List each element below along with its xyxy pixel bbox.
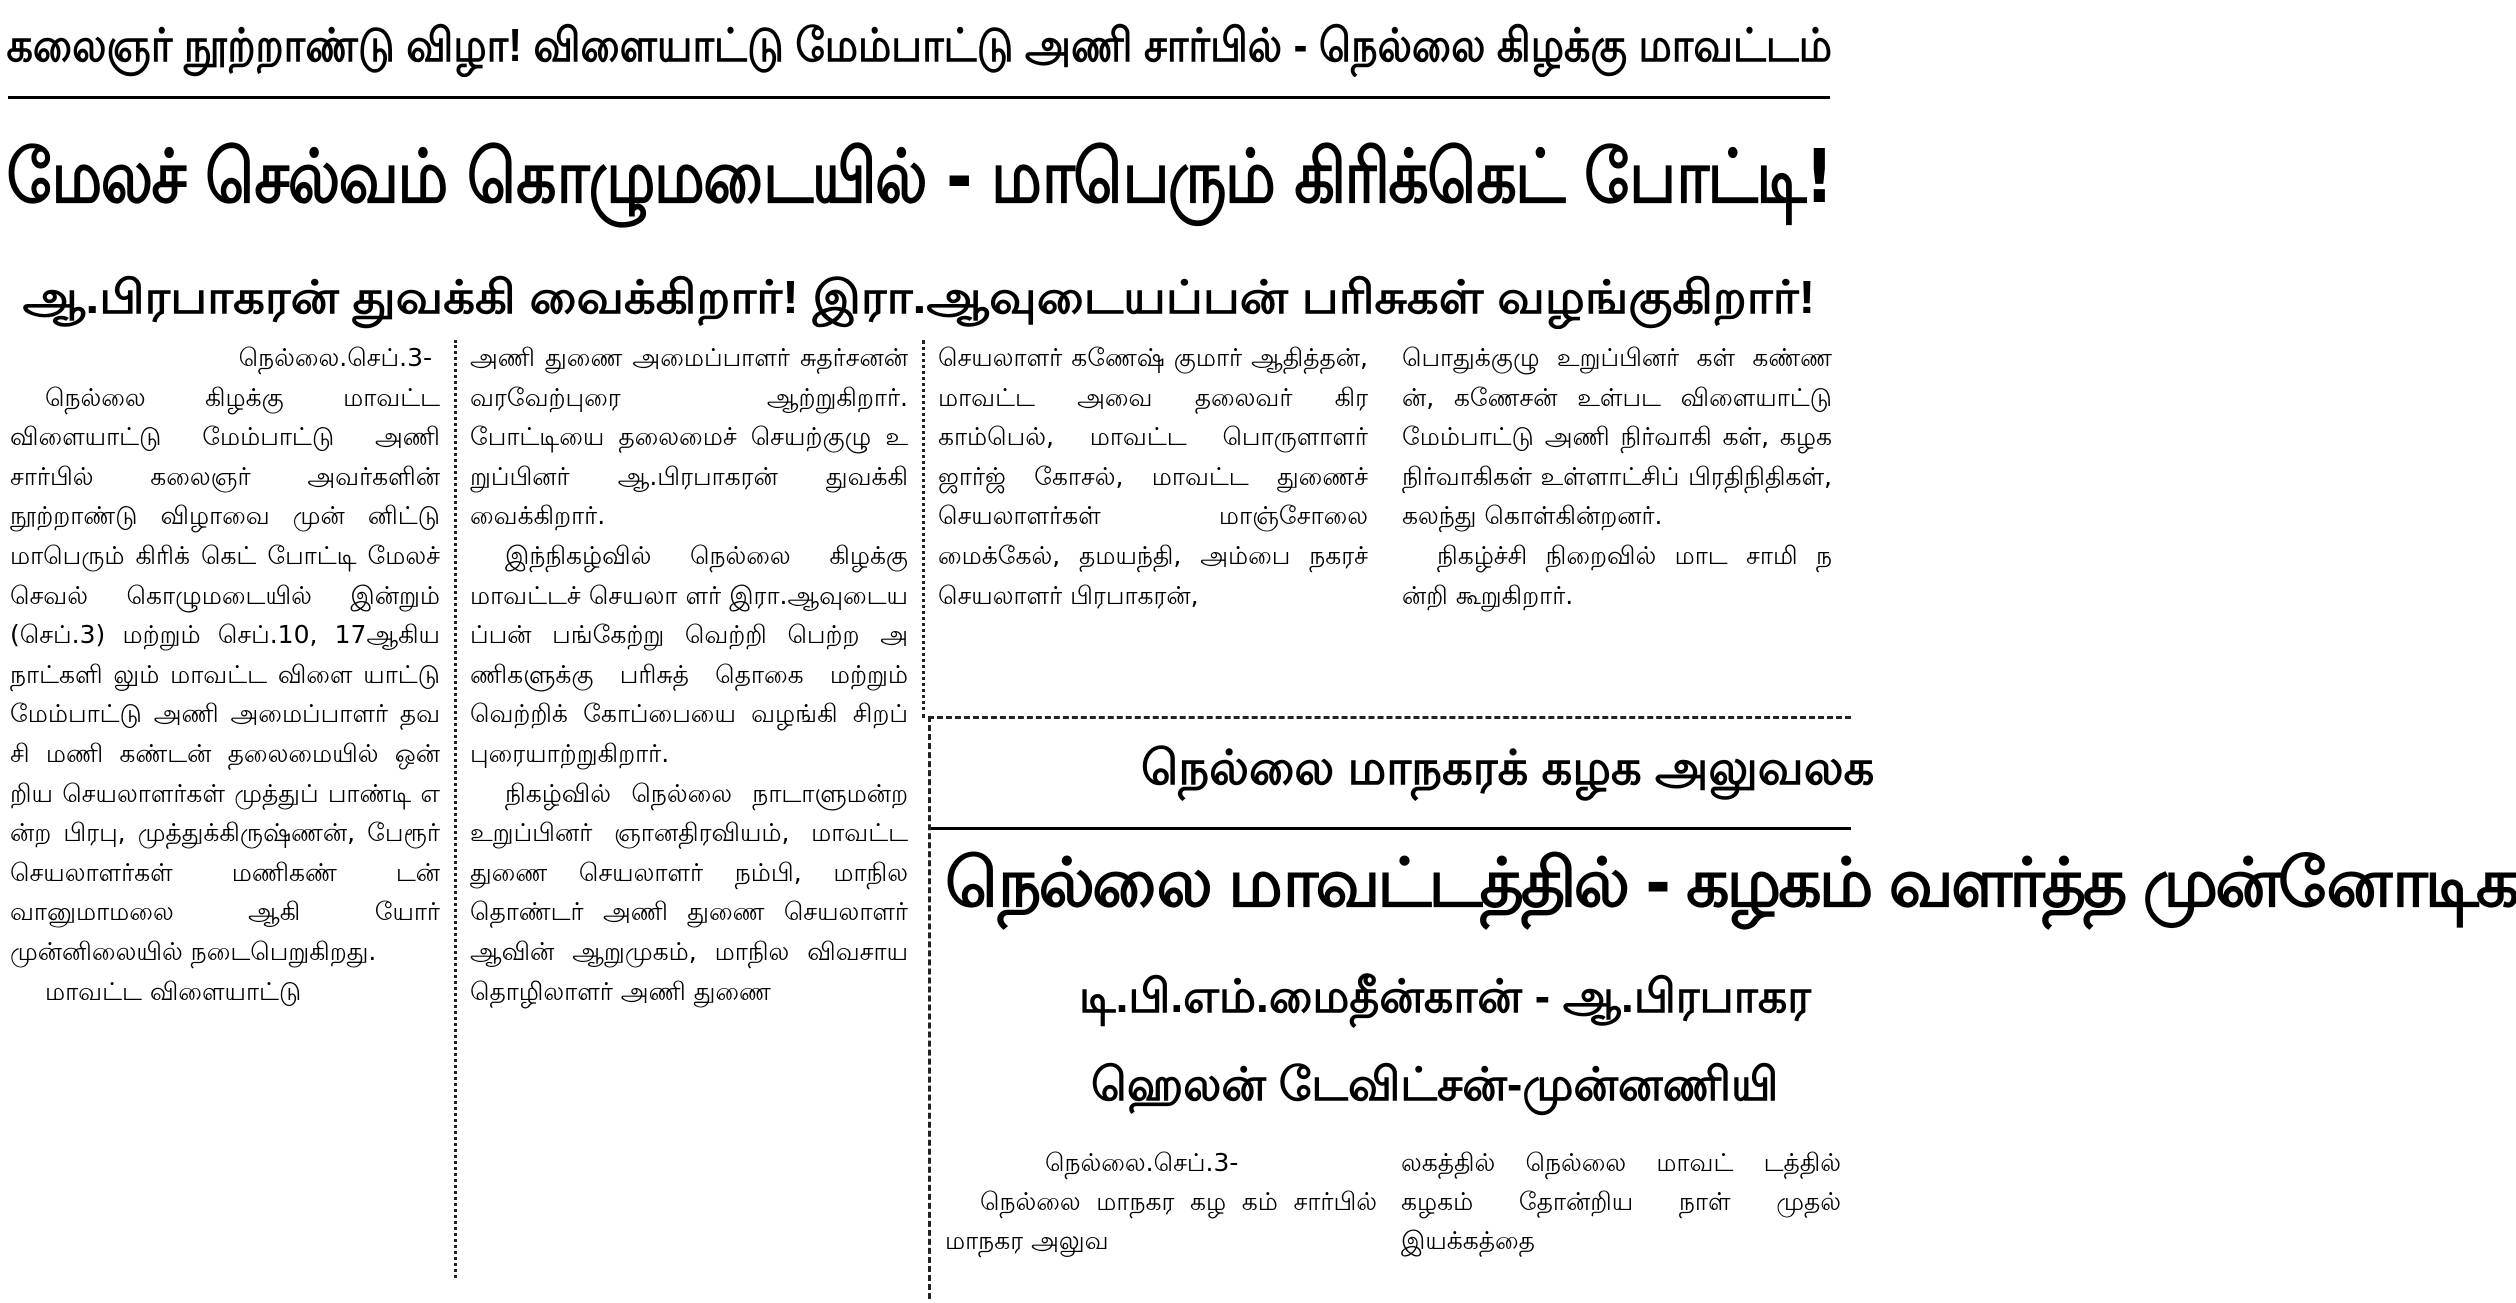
article-subhead: ஆ.பிரபாகரன் துவக்கி வைக்கிறார்! இரா.ஆவுடையப்பன் பரிசுகள் வழங்குகிறார்! bbox=[22, 270, 1816, 323]
column-divider bbox=[922, 340, 925, 718]
paragraph: இந்நிகழ்வில் நெல்லை கிழக்கு மாவட்டச் செயலா ளர் இரா.ஆவுடையப்பன் பங்கேற்று வெற்றி பெற்ற அணிகளுக்கு பரிசுத் தொகை மற்றும் வெற்றிக் கோப்பையை வழங்கி சிறப் புரையாற்றுகிறார். bbox=[470, 540, 908, 768]
second-article-column-1 bbox=[945, 1143, 1377, 1303]
paragraph: பொதுக்குழு உறுப்பினர் கள் கண்ணன், கணேசன் உள்பட விளையாட்டு மேம்பாட்டு அணி நிர்வாகி கள், கழக நிர்வாகிகள் உள்ளாட்சிப் பிரதிநிதிகள், கலந்து கொள்கின்றனர். bbox=[1402, 343, 1832, 531]
paragraph: நிகழ்வில் நெல்லை நாடாளுமன்ற உறுப்பினர் ஞானதிரவியம், மாவட்ட துணை செயலாளர் நம்பி, மாநில தொண்டர் அணி துணை செயலாளர் ஆவின் ஆறுமுகம், மாநில விவசாய தொழிலாளர் அணி துணை bbox=[470, 778, 908, 1006]
paragraph: அணி துணை அமைப்பாளர் சுதர்சனன் வரவேற்புரை ஆற்றுகிறார். போட்டியை தலைமைச் செயற்குழு உறுப்பினர் ஆ.பிரபாகரன் துவக்கி வைக்கிறார். bbox=[470, 343, 908, 531]
paragraph: மாவட்ட விளையாட்டு bbox=[45, 976, 302, 1006]
article-kicker: கலைஞர் நூற்றாண்டு விழா! விளையாட்டு மேம்பாட்டு அணி சார்பில் - நெல்லை கிழக்கு மாவட்டம் bbox=[6, 18, 1832, 71]
column-divider bbox=[454, 340, 457, 1278]
paragraph: லகத்தில் நெல்லை மாவட் டத்தில் கழகம் தோன்றிய நாள் முதல் இயக்கத்தை bbox=[1401, 1148, 1841, 1255]
second-article-headline: நெல்லை மாவட்டத்தில் - கழகம் வளர்த்த முன்னோடிக bbox=[945, 844, 2516, 923]
paragraph: செயலாளர் கணேஷ் குமார் ஆதித்தன், மாவட்ட அவை தலைவர் கிரகாம்பெல், மாவட்ட பொருளாளர் ஜார்ஜ் கோசல், மாவட்ட துணைச் செயலாளர்கள் மாஞ்சோலை மைக்கேல், தமயந்தி, அம்பை நகரச் செயலாளர் பிரபாகரன், bbox=[938, 343, 1368, 610]
article-column-3 bbox=[938, 338, 1368, 708]
paragraph: நெல்லை மாநகர கழ கம் சார்பில் மாநகர அலுவ bbox=[945, 1187, 1377, 1255]
dateline: நெல்லை.செப்.3- bbox=[1045, 1148, 1239, 1177]
dateline: நெல்லை.செப்.3- bbox=[238, 343, 432, 372]
article-headline: மேலச் செல்வம் கொழுமடையில் - மாபெரும் கிரிக்கெட் போட்டி! bbox=[6, 134, 1832, 220]
second-article-box bbox=[928, 716, 2516, 1299]
article-column-2 bbox=[470, 338, 908, 1278]
second-article-subhead-1: டி.பி.எம்.மைதீன்கான் - ஆ.பிரபாகர bbox=[1079, 970, 1812, 1022]
kicker-divider bbox=[8, 96, 1830, 99]
title-divider bbox=[931, 827, 1851, 830]
paragraph: நிகழ்ச்சி நிறைவில் மாட சாமி நன்றி கூறுகிறார். bbox=[1402, 540, 1832, 610]
article-column-4 bbox=[1402, 338, 1832, 708]
paragraph: நெல்லை கிழக்கு மாவட்ட விளையாட்டு மேம்பாட்டு அணி சார்பில் கலைஞர் அவர்களின் நூற்றாண்டு விழாவை முன் னிட்டு மாபெரும் கிரிக் கெட் போட்டி மேலச் செவல் கொழுமடையில் இன்றும் (செப்.3) மற்றும் செப்.10, 17ஆகிய நாட்களி லும் மாவட்ட விளை யாட்டு மேம்பாட்டு அணி அமைப்பாளர் தவசி மணி கண்டன் தலைமையில் ஒன் றிய செயலாளர்கள் முத்துப் பாண்டி என்ற பிரபு, முத்துக்கிருஷ்ணன், பேரூர் செயலாளர்கள் மணிகண் டன் வானுமாமலை ஆகி யோர் முன்னிலையில் நடைபெறுகிறது. bbox=[10, 382, 440, 966]
second-article-column-2 bbox=[1401, 1143, 1841, 1303]
article-column-1 bbox=[10, 338, 440, 1278]
second-article-title: நெல்லை மாநகரக் கழக அலுவலக bbox=[1141, 742, 1875, 795]
second-article-subhead-2: ஹெலன் டேவிட்சன்-முன்னணியி bbox=[1091, 1058, 1779, 1110]
